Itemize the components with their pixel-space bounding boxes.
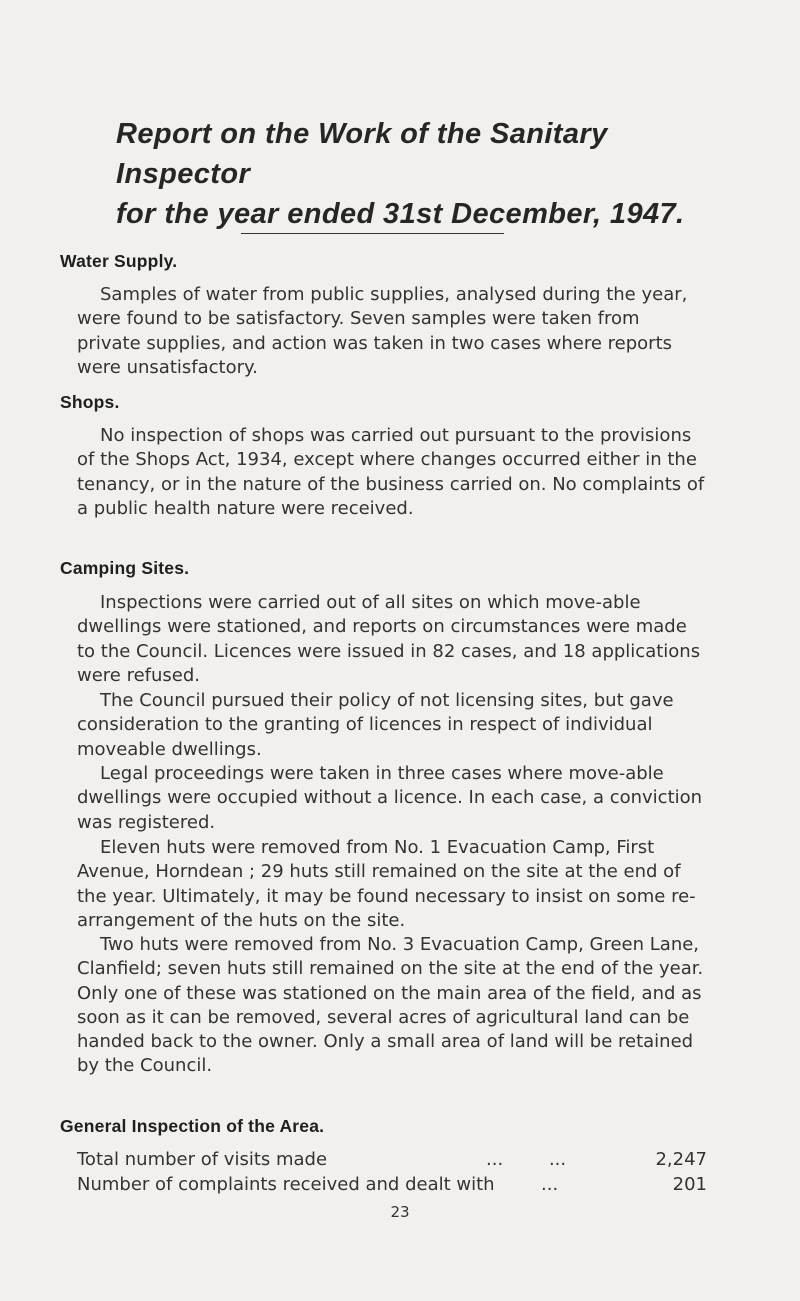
- camping-sites-paragraph-1: Inspections were carried out of all sites on which move-able dwellings were stationed, and reports on circumstances were made to the Council. Licences were issued in 82 cases, and 18 applications were refused.: [77, 592, 701, 686]
- camping-sites-paragraph-4: Eleven huts were removed from No. 1 Evacuation Camp, First Avenue, Horndean ; 29 huts still remained on the site at the end of the year. Ultimately, it may be found necessary to insist on some re-arrangement of the huts on the site.: [77, 837, 696, 931]
- stat-row-complaints: [77, 1174, 707, 1200]
- stat-row-total-visits: [77, 1149, 707, 1175]
- stat-value-total-visits: 2,247: [655, 1149, 707, 1170]
- section-heading-camping-sites: Camping Sites.: [60, 558, 190, 578]
- stat-label-total-visits: Total number of visits made: [77, 1149, 328, 1170]
- camping-sites-paragraph-5: Two huts were removed from No. 3 Evacuation Camp, Green Lane, Clanfield; seven huts still remained on the site at the end of the year. Only one of these was stationed on the main area of the field, and as soon as it can be removed, several acres of agricultural land can be handed back to the owner. Only a small area of land will be retained by the Council.: [77, 934, 704, 1077]
- title-divider: [241, 233, 504, 234]
- section-heading-water-supply: Water Supply.: [60, 251, 178, 271]
- report-title-line2: for the year ended 31st December, 1947.: [116, 198, 685, 230]
- page-number: 23: [390, 1203, 410, 1221]
- stat-label-complaints: Number of complaints received and dealt with: [77, 1174, 495, 1195]
- report-title-line1: Report on the Work of the Sanitary Inspector: [116, 118, 608, 190]
- camping-sites-paragraph-3: Legal proceedings were taken in three cases where move-able dwellings were occupied without a licence. In each case, a conviction was registered.: [77, 763, 703, 833]
- stat-leader-dots: ...: [541, 1174, 559, 1195]
- section-heading-general-inspection: General Inspection of the Area.: [60, 1116, 325, 1136]
- section-heading-shops: Shops.: [60, 392, 120, 412]
- stat-leader-dots: ... ...: [486, 1149, 567, 1170]
- camping-sites-paragraph-2: The Council pursued their policy of not licensing sites, but gave consideration to the granting of licences in respect of individual moveable dwellings.: [77, 690, 674, 760]
- water-supply-paragraph: Samples of water from public supplies, analysed during the year, were found to be satisfactory. Seven samples were taken from private supplies, and action was taken in two cases where reports were unsatisfactory.: [77, 284, 688, 378]
- stat-value-complaints: 201: [672, 1174, 707, 1195]
- report-title: [116, 114, 736, 234]
- shops-paragraph: No inspection of shops was carried out pursuant to the provisions of the Shops Act, 1934, except where changes occurred either in the tenancy, or in the nature of the business carried on. No complaints of a public health nature were received.: [77, 425, 705, 519]
